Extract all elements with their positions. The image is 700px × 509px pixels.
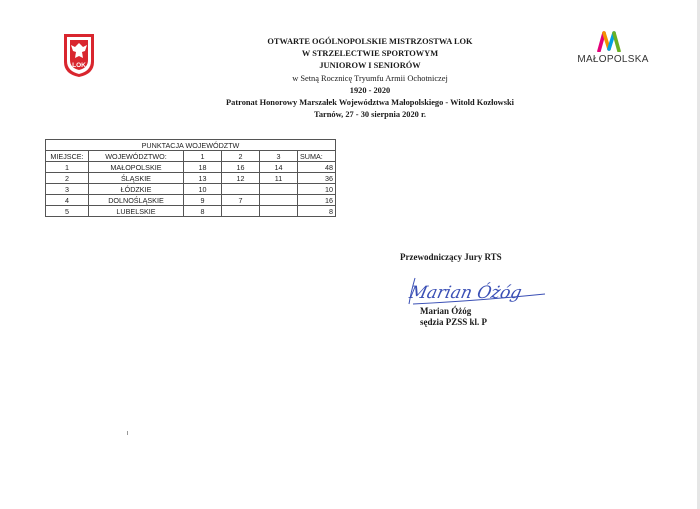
col-header-sum: SUMA: <box>298 151 336 162</box>
cell-voivodeship: DOLNOŚLĄSKIE <box>89 195 184 206</box>
header-category: JUNIOROW I SENIORÓW <box>319 61 421 71</box>
document-header <box>160 36 580 121</box>
cell-place: 5 <box>46 206 89 217</box>
cell-score-1: 10 <box>184 184 222 195</box>
cell-sum: 36 <box>298 173 336 184</box>
table-caption: PUNKTACJA WOJEWÓDZTW <box>46 140 336 151</box>
scores-table <box>45 139 336 217</box>
header-title: OTWARTE OGÓLNOPOLSKIE MISTRZOSTWA LOK <box>267 37 473 46</box>
cell-score-2: 16 <box>222 162 260 173</box>
signatory-name: Marian Óżóg <box>420 306 472 316</box>
table-row <box>46 184 336 195</box>
cell-sum: 8 <box>298 206 336 217</box>
table-row <box>46 173 336 184</box>
header-place-date: Tarnów, 27 - 30 sierpnia 2020 r. <box>314 110 426 120</box>
col-header-3: 3 <box>260 151 298 162</box>
cell-voivodeship: ŁÓDZKIE <box>89 184 184 195</box>
cell-sum: 10 <box>298 184 336 195</box>
signatory-role: sędzia PZSS kl. P <box>420 317 488 327</box>
cell-score-1: 9 <box>184 195 222 206</box>
cell-score-1: 8 <box>184 206 222 217</box>
cell-place: 3 <box>46 184 89 195</box>
cell-score-1: 18 <box>184 162 222 173</box>
cell-score-3: 11 <box>260 173 298 184</box>
table-row <box>46 195 336 206</box>
cell-score-3 <box>260 195 298 206</box>
signature-block <box>420 306 487 328</box>
cell-voivodeship: MAŁOPOLSKIE <box>89 162 184 173</box>
table-row <box>46 162 336 173</box>
col-header-place: MIEJSCE: <box>46 151 89 162</box>
cell-score-3 <box>260 206 298 217</box>
col-header-2: 2 <box>222 151 260 162</box>
cell-score-2 <box>222 184 260 195</box>
cell-voivodeship: ŚLĄSKIE <box>89 173 184 184</box>
cell-score-1: 13 <box>184 173 222 184</box>
cell-score-3: 14 <box>260 162 298 173</box>
malopolska-mark <box>596 30 622 52</box>
table-row <box>46 206 336 217</box>
lok-logo-text: LOK <box>72 62 86 69</box>
table-header-row <box>46 151 336 162</box>
signature-title: Przewodniczący Jury RTS <box>400 252 502 262</box>
cell-score-3 <box>260 184 298 195</box>
cell-sum: 16 <box>298 195 336 206</box>
cell-score-2: 12 <box>222 173 260 184</box>
cell-score-2: 7 <box>222 195 260 206</box>
cell-place: 2 <box>46 173 89 184</box>
header-years: 1920 - 2020 <box>349 85 391 95</box>
cell-voivodeship: LUBELSKIE <box>89 206 184 217</box>
lok-logo <box>62 32 96 78</box>
cell-place: 1 <box>46 162 89 173</box>
signature-handwriting: Marian Óżóg <box>407 283 524 303</box>
header-patronage: Patronat Honorowy Marszałek Województwa Małopolskiego - Witold Kozłowski <box>226 98 514 108</box>
malopolska-logo-text: MAŁOPOLSKA <box>577 54 649 65</box>
header-anniversary: w Setną Rocznicę Tryumfu Armii Ochotniczej <box>292 73 448 83</box>
header-subtitle: W STRZELECTWIE SPORTOWYM <box>301 49 439 59</box>
cell-score-2 <box>222 206 260 217</box>
scan-speck <box>127 431 128 435</box>
cell-sum: 48 <box>298 162 336 173</box>
col-header-voivodeship: WOJEWÓDZTWO: <box>89 151 184 162</box>
col-header-1: 1 <box>184 151 222 162</box>
malopolska-logo <box>573 28 653 68</box>
cell-place: 4 <box>46 195 89 206</box>
